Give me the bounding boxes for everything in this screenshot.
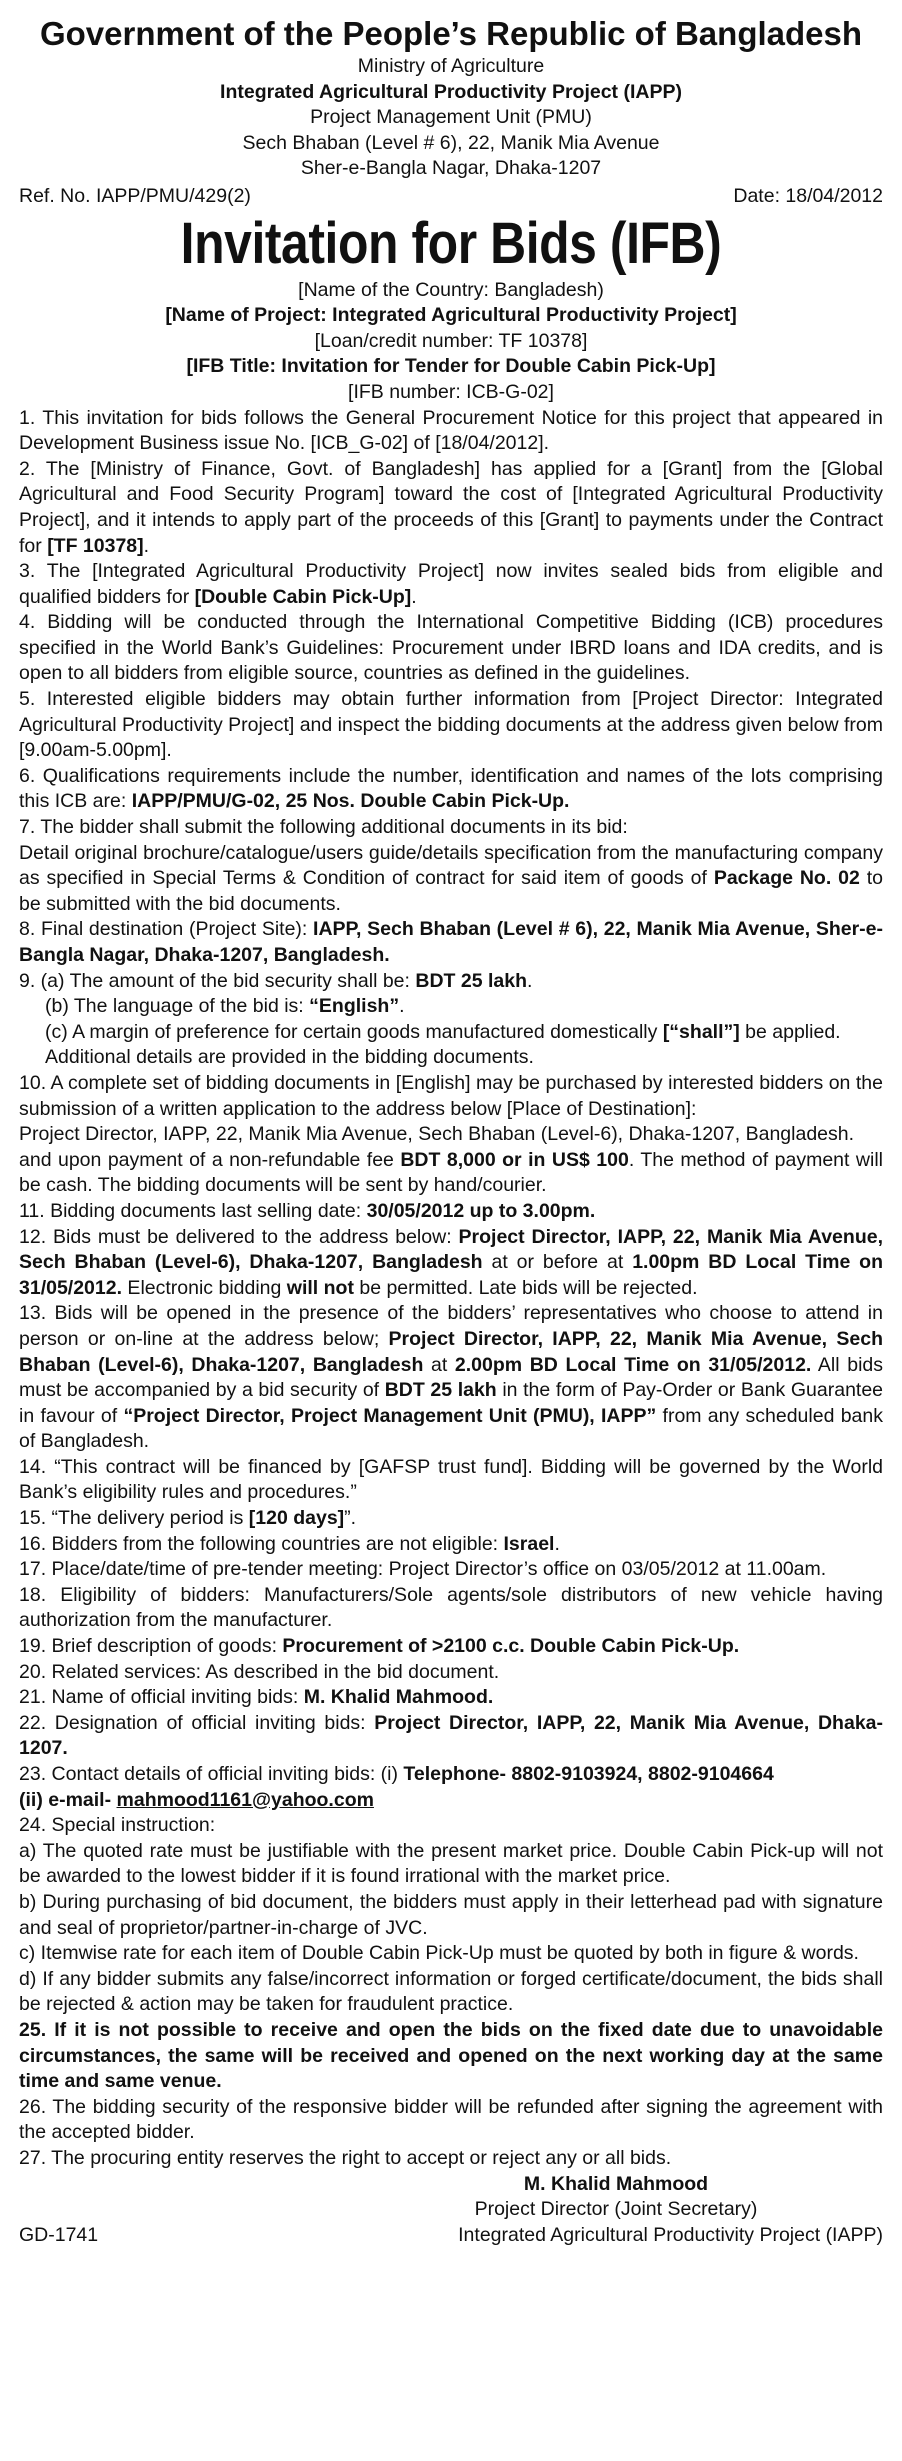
clause-24a: a) The quoted rate must be justifiable with the present market price. Double Cabin Pick-up will not be awarded to the lowest bidder if it is found irrational with the market price. — [19, 1839, 883, 1888]
country-line: [Name of the Country: Bangladesh) — [298, 278, 604, 301]
clause-2: 2. The [Ministry of Finance, Govt. of Bangladesh] has applied for a [Grant] from the [Global Agricultural and Food Security Program] toward the cost of [Integrated Agricultural Productivity Project], and it intends to apply part of the proceeds of this [Grant] to payments under the Contract for [TF 10378]. — [19, 457, 883, 557]
notice-date: Date: 18/04/2012 — [733, 184, 883, 207]
clause-12: 12. Bids must be delivered to the address below: Project Director, IAPP, 22, Manik Mia Avenue, Sech Bhaban (Level-6), Dhaka-1207, Bangladesh at or before at 1.00pm BD Local Time on 31/05/2012. Electronic bidding will not be permitted. Late bids will be rejected. — [19, 1225, 883, 1299]
clause-25: 25. If it is not possible to receive and open the bids on the fixed date due to unavoidable circumstances, the same will be received and opened on the next working day at the same time and same venue. — [19, 2018, 883, 2093]
clause-7-detail: Detail original brochure/catalogue/users guide/details specification from the manufacturing company as specified in Special Terms & Condition of contract for said item of goods of Package No. 02 to be submitted with the bid documents. — [19, 841, 883, 915]
project-name-line: [Name of Project: Integrated Agricultural Productivity Project] — [165, 304, 737, 327]
clause-10-fee: and upon payment of a non-refundable fee BDT 8,000 or in US$ 100. The method of payment will be cash. The bidding documents will be sent by hand/courier. — [19, 1148, 883, 1197]
clause-5: 5. Interested eligible bidders may obtain further information from [Project Director: Integrated Agricultural Productivity Project] and inspect the bidding documents at the address given below from [9.00am-5.00pm]. — [19, 688, 883, 762]
clause-14: 14. “This contract will be financed by [GAFSP trust fund]. Bidding will be governed by the World Bank’s eligibility rules and procedures.” — [19, 1455, 883, 1504]
address-line-2: Sher-e-Bangla Nagar, Dhaka-1207 — [300, 157, 602, 180]
clause-13: 13. Bids will be opened in the presence of the bidders’ representatives who choose to attend in person or on-line at the address below; Project Director, IAPP, 22, Manik Mia Avenue, Sech Bhaban (Level-6), Dhaka-1207, Bangladesh at 2.00pm BD Local Time on 31/05/2012. All bids must be accompanied by a bid security of BDT 25 lakh in the form of Pay-Order or Bank Guarantee in favour of “Project Director, Project Management Unit (PMU), IAPP” from any scheduled bank of Bangladesh. — [19, 1302, 884, 1453]
clause-24b: b) During purchasing of bid document, the bidders must apply in their letterhead pad with signature and seal of proprietor/partner-in-charge of JVC. — [19, 1890, 883, 1939]
clause-11: 11. Bidding documents last selling date: 30/05/2012 up to 3.00pm. — [19, 1199, 596, 1222]
clause-7: 7. The bidder shall submit the following additional documents in its bid: — [19, 816, 628, 839]
signatory-project: Integrated Agricultural Productivity Project (IAPP) — [458, 2223, 883, 2246]
clause-8: 8. Final destination (Project Site): IAPP, Sech Bhaban (Level # 6), 22, Manik Mia Avenue, Sher-e-Bangla Nagar, Dhaka-1207, Bangladesh. — [19, 918, 883, 966]
reference-row — [19, 184, 883, 210]
ifb-number-line: [IFB number: ICB-G-02] — [348, 380, 554, 403]
clause-23: 23. Contact details of official inviting bids: (i) Telephone- 8802-9103924, 8802-9104664 — [19, 1763, 774, 1785]
clause-18: 18. Eligibility of bidders: Manufacturers/Sole agents/sole distributors of new vehicle having authorization from the manufacturer. — [19, 1583, 883, 1632]
clause-20: 20. Related services: As described in the bid document. — [19, 1660, 500, 1683]
clauses — [19, 406, 883, 2172]
signatory-name: M. Khalid Mahmood — [523, 2172, 709, 2195]
clause-19: 19. Brief description of goods: Procurement of >2100 c.c. Double Cabin Pick-Up. — [19, 1635, 740, 1658]
clause-3: 3. The [Integrated Agricultural Productivity Project] now invites sealed bids from eligible and qualified bidders for [Double Cabin Pick-Up]. — [19, 560, 883, 608]
clause-26: 26. The bidding security of the responsive bidder will be refunded after signing the agreement with the accepted bidder. — [19, 2095, 883, 2144]
reference-number: Ref. No. IAPP/PMU/429(2) — [19, 184, 251, 207]
clause-17: 17. Place/date/time of pre-tender meeting: Project Director’s office on 03/05/2012 at 11.00am. — [19, 1558, 827, 1581]
clause-22: 22. Designation of official inviting bids: Project Director, IAPP, 22, Manik Mia Avenue, Dhaka-1207. — [19, 1711, 883, 1760]
clause-9-note: Additional details are provided in the bidding documents. — [45, 1046, 534, 1069]
address-line-1: Sech Bhaban (Level # 6), 22, Manik Mia Avenue — [242, 131, 660, 154]
clause-21: 21. Name of official inviting bids: M. Khalid Mahmood. — [19, 1686, 494, 1709]
clause-9a: 9. (a) The amount of the bid security shall be: BDT 25 lakh. — [19, 969, 533, 992]
loan-line: [Loan/credit number: TF 10378] — [314, 329, 588, 352]
clause-10: 10. A complete set of bidding documents in [English] may be purchased by interested bidders on the submission of a written application to the address below [Place of Destination]: — [19, 1071, 883, 1120]
clause-16: 16. Bidders from the following countries are not eligible: Israel. — [19, 1532, 560, 1555]
project-line: Integrated Agricultural Productivity Project (IAPP) — [220, 80, 682, 103]
clause-15: 15. “The delivery period is [120 days]”. — [19, 1507, 357, 1530]
ministry-line: Ministry of Agriculture — [357, 55, 545, 77]
clause-1: 1. This invitation for bids follows the General Procurement Notice for this project that appeared in Development Business issue No. [ICB_G-02] of [18/04/2012]. — [19, 406, 883, 455]
gd-code: GD-1741 — [19, 2223, 99, 2246]
clause-24d: d) If any bidder submits any false/incorrect information or forged certificate/document, the bids shall be rejected & action may be taken for fraudulent practice. — [19, 1967, 883, 2016]
ifb-title-line: [IFB Title: Invitation for Tender for Double Cabin Pick-Up] — [186, 355, 716, 378]
clause-23-email: (ii) e-mail- mahmood1161@yahoo.com — [19, 1788, 374, 1811]
clause-9c: (c) A margin of preference for certain goods manufactured domestically [“shall”] be applied. — [45, 1020, 841, 1043]
government-heading: Government of the People’s Republic of Bangladesh — [39, 15, 863, 52]
clause-27: 27. The procuring entity reserves the right to accept or reject any or all bids. — [19, 2146, 672, 2169]
clause-10-address: Project Director, IAPP, 22, Manik Mia Avenue, Sech Bhaban (Level-6), Dhaka-1207, Bangladesh. — [19, 1123, 855, 1146]
page-title: Invitation for Bids (IFB) — [180, 210, 722, 276]
signatory-designation: Project Director (Joint Secretary) — [474, 2198, 758, 2221]
unit-line: Project Management Unit (PMU) — [310, 106, 592, 129]
footer-row — [19, 2223, 883, 2249]
clause-6: 6. Qualifications requirements include the number, identification and names of the lots comprising this ICB are: IAPP/PMU/G-02, 25 Nos. Double Cabin Pick-Up. — [19, 764, 883, 813]
clause-24: 24. Special instruction: — [19, 1814, 216, 1837]
clause-9b: (b) The language of the bid is: “English”. — [45, 995, 405, 1018]
clause-24c: c) Itemwise rate for each item of Double Cabin Pick-Up must be quoted by both in figure & words. — [19, 1942, 859, 1965]
clause-4: 4. Bidding will be conducted through the International Competitive Bidding (ICB) procedures specified in the World Bank’s Guidelines: Procurement under IBRD loans and IDA credits, and is open to all bidders from eligible source, countries as defined in the guidelines. — [19, 611, 883, 685]
email-link[interactable]: mahmood1161@yahoo.com — [116, 1788, 374, 1811]
